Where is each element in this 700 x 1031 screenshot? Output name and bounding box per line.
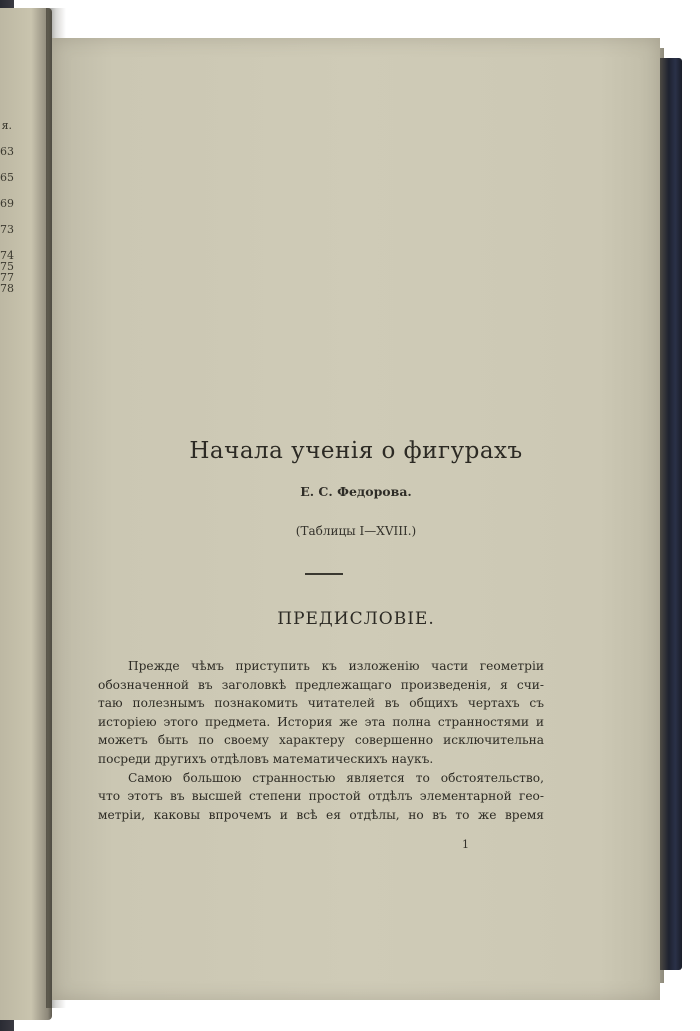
left-page-margin-numbers bbox=[0, 118, 14, 295]
body-line: Самою большою странностью является то обстоятельство, bbox=[128, 770, 544, 785]
page-title: Начала ученія о фигурахъ bbox=[189, 438, 523, 464]
left-margin-item: 69 bbox=[0, 197, 14, 210]
right-cover bbox=[660, 58, 682, 970]
tables-note: (Таблицы I—XVIII.) bbox=[295, 524, 417, 538]
left-margin-item: 63 bbox=[0, 145, 14, 158]
left-margin-item: 73 bbox=[0, 223, 14, 236]
body-line: можетъ быть по своему характеру совершенно исключительна bbox=[98, 733, 544, 748]
section-heading: ПРЕДИСЛОВІЕ. bbox=[277, 609, 435, 629]
body-line: исторіею этого предмета. История же эта полна странностями и bbox=[98, 714, 544, 729]
left-margin-item: 77 bbox=[0, 271, 14, 284]
page-number: 1 bbox=[462, 838, 469, 851]
left-margin-item: я. bbox=[1, 119, 12, 132]
body-line: что этотъ въ высшей степени простой отдѣлъ элементарной гео- bbox=[98, 789, 544, 804]
author-line: Е. С. Федорова. bbox=[300, 484, 412, 499]
divider-rule bbox=[305, 573, 343, 575]
right-page bbox=[52, 38, 660, 1000]
left-margin-item: 75 bbox=[0, 260, 14, 273]
body-line: посреди другихъ отдѣловъ математическихъ наукъ. bbox=[98, 751, 434, 766]
body-line: таю полезнымъ познакомить читателей въ общихъ чертахъ съ bbox=[98, 696, 544, 711]
left-margin-item: 78 bbox=[0, 282, 14, 295]
body-line: Прежде чѣмъ приступить къ изложенію части геометріи bbox=[128, 659, 544, 673]
body-text bbox=[98, 657, 544, 824]
left-margin-item: 65 bbox=[0, 171, 14, 184]
body-line: обозначенной въ заголовкѣ предлежащаго произведенія, я счи- bbox=[98, 677, 544, 692]
body-line: метріи, каковы впрочемъ и всѣ ея отдѣлы, но въ то же время bbox=[98, 807, 544, 822]
left-margin-item: 74 bbox=[0, 249, 14, 262]
